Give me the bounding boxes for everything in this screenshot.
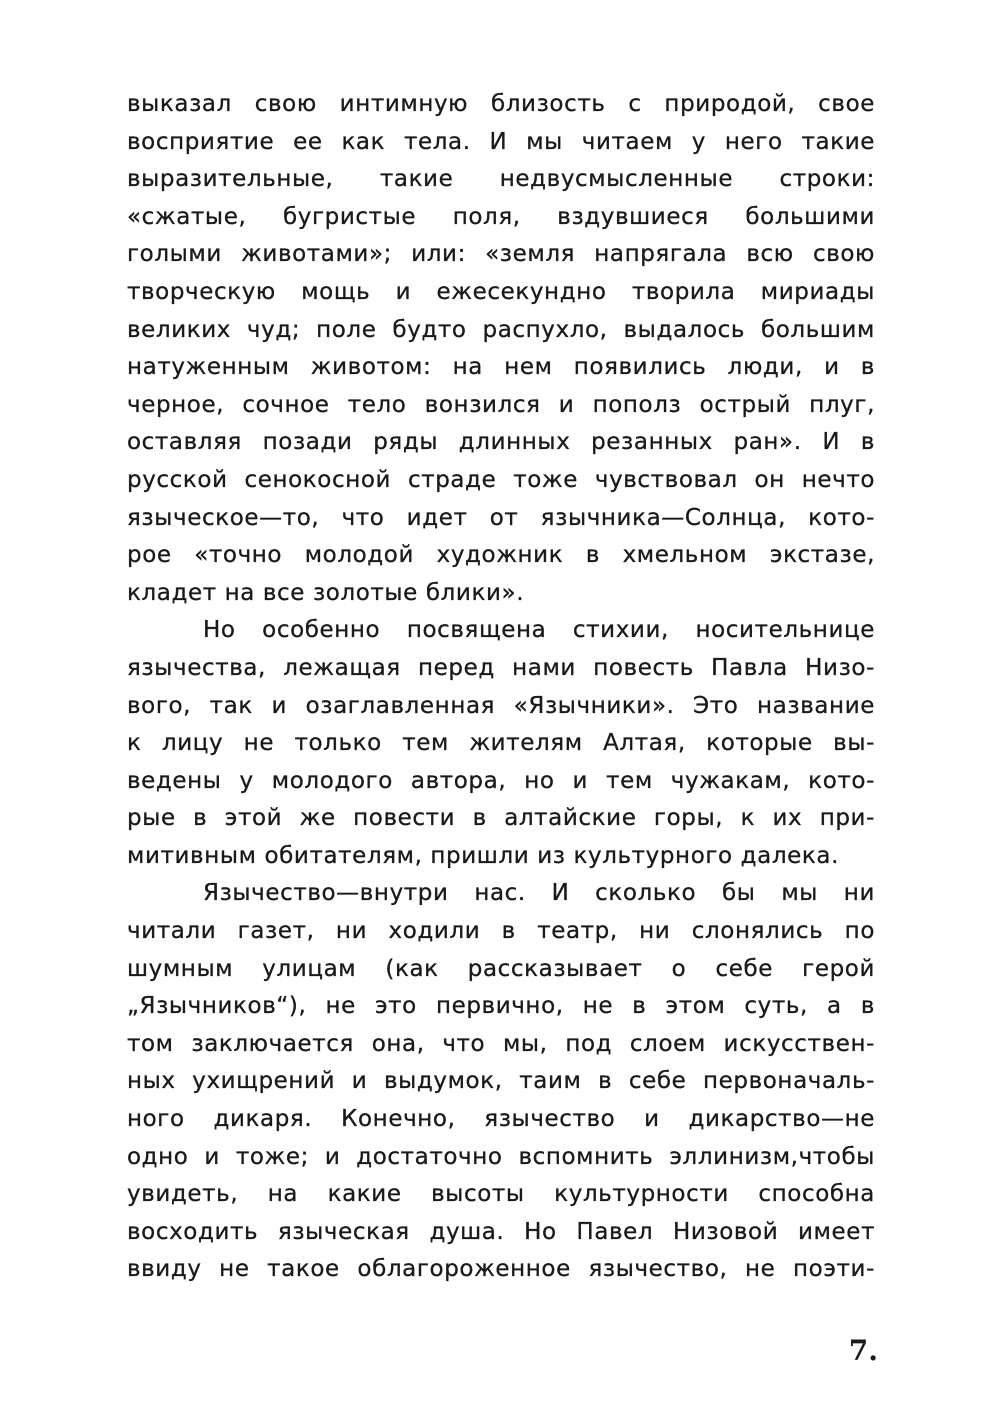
- text-line: одно и тоже; и достаточно вспомнить эллинизм,чтобы: [127, 1143, 875, 1170]
- text-line: язычества, лежащая перед нами повесть Павла Низо-: [127, 654, 875, 681]
- text-line: кладет на все золотые блики».: [127, 579, 525, 606]
- text-line: оставляя позади ряды длинных резанных ран». И в: [127, 429, 875, 456]
- text-line: увидеть, на какие высоты культурности способна: [127, 1181, 875, 1208]
- text-line: рые в этой же повести в алтайские горы, к их при-: [127, 805, 875, 832]
- text-line: том заключается она, что мы, под слоем искусствен-: [127, 1030, 875, 1057]
- text-line: шумным улицам (как рассказывает о себе герой: [127, 955, 875, 982]
- text-line: Но особенно посвящена стихии, носительнице: [203, 617, 875, 644]
- text-line: ведены у молодого автора, но и тем чужакам, кото-: [127, 767, 875, 794]
- text-line: ных ухищрений и выдумок, таим в себе первоначаль-: [127, 1068, 875, 1095]
- text-line: Язычество—внутри нас. И сколько бы мы ни: [203, 880, 875, 907]
- text-line: к лицу не только тем жителям Алтая, которые вы-: [127, 730, 875, 757]
- text-line: русской сенокосной страде тоже чувствовал он нечто: [127, 466, 875, 493]
- text-line: вого, так и озаглавленная «Язычники». Это название: [127, 692, 875, 719]
- text-line: ввиду не такое облагороженное язычество, не поэти-: [127, 1256, 875, 1283]
- text-line: ного дикаря. Конечно, язычество и дикарство—не: [127, 1106, 875, 1133]
- body-text: [127, 86, 875, 1289]
- text-line: натуженным животом: на нем появились люди, и в: [127, 354, 875, 381]
- text-line: „Язычников“), не это первично, не в этом суть, а в: [127, 993, 875, 1020]
- text-line: «сжатые, бугристые поля, вздувшиеся большими: [127, 203, 875, 230]
- text-line: языческое—то, что идет от язычника—Солнца, кото-: [127, 504, 875, 531]
- text-line: голыми животами»; или: «земля напрягала всю свою: [127, 241, 875, 268]
- text-line: восприятие ее как тела. И мы читаем у него такие: [127, 128, 875, 155]
- text-line: творческую мощь и ежесекундно творила мириады: [127, 278, 875, 305]
- text-line: выразительные, такие недвусмысленные строки:: [127, 166, 875, 193]
- text-line: выказал свою интимную близость с природой, свое: [127, 91, 875, 117]
- text-line: великих чуд; поле будто распухло, выдалось большим: [127, 316, 875, 343]
- text-line: рое «точно молодой художник в хмельном экстазе,: [127, 542, 875, 569]
- text-line: черное, сочное тело вонзился и пополз острый плуг,: [127, 391, 875, 418]
- text-line: митивным обитателям, пришли из культурного далека.: [127, 842, 839, 869]
- text-line: читали газет, ни ходили в театр, ни слонялись по: [127, 918, 875, 945]
- text-line: восходить языческая душа. Но Павел Низовой имеет: [127, 1218, 875, 1245]
- page-number: 7.: [848, 1334, 878, 1367]
